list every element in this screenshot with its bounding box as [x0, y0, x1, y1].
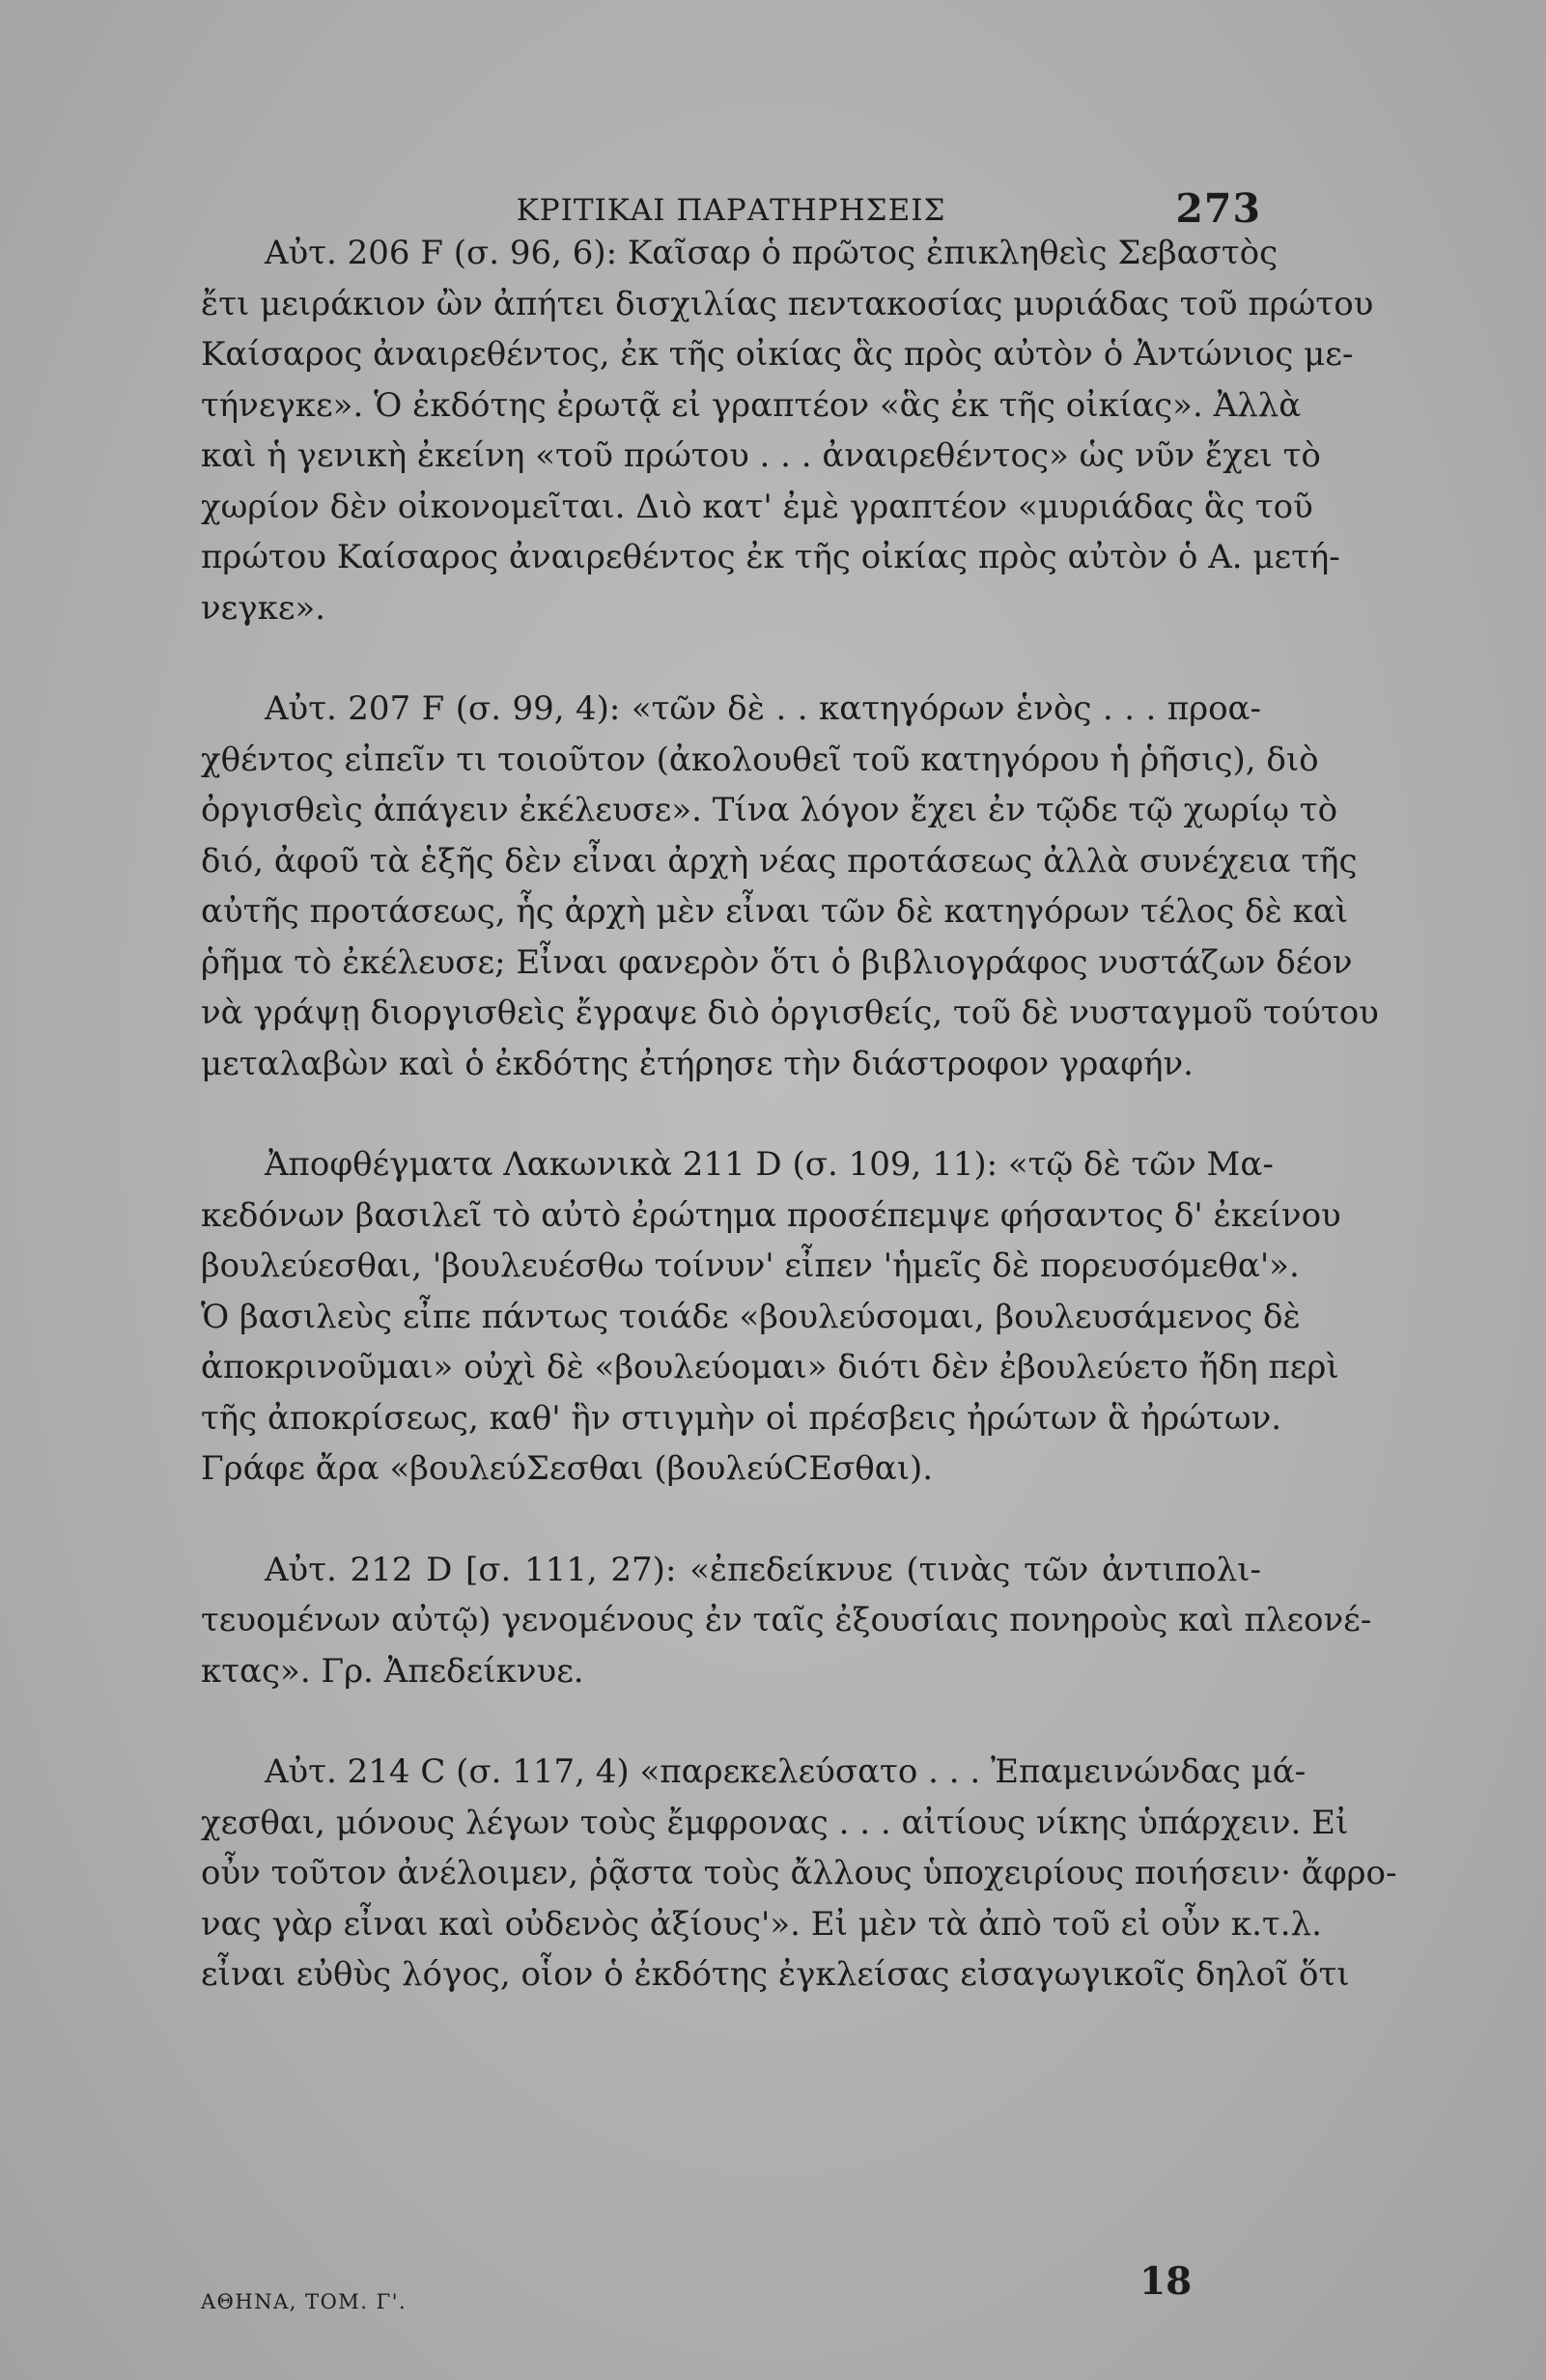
text-line: ῥῆμα τὸ ἐκέλευσε; Εἶναι φανερὸν ὅτι ὁ βιβλιογράφος νυστάζων δέον: [201, 942, 1353, 982]
text-line: Αὐτ. 206 F (σ. 96, 6): Καῖσαρ ὁ πρῶτος ἐπικληθεὶς Σεβαστὸς: [265, 234, 1279, 272]
page-header: [201, 185, 1261, 234]
paragraph: [201, 228, 1374, 633]
text-line: κτας». Γρ. Ἀπεδείκνυε.: [201, 1651, 584, 1691]
text-line: ἀποκρινοῦμαι» οὐχὶ δὲ «βουλεύομαι» διότι δὲν ἐβουλεύετο ἤδη περὶ: [201, 1348, 1339, 1386]
paragraph: [201, 1139, 1341, 1495]
paragraph-gap: [201, 1495, 1261, 1545]
text-line: χεσθαι, μόνους λέγων τοὺς ἔμφρονας . . . αἰτίους νίκης ὑπάρχειν. Εἰ: [201, 1803, 1349, 1842]
paragraph-gap: [201, 633, 1261, 684]
text-line: διό, ἀφοῦ τὰ ἑξῆς δὲν εἶναι ἀρχὴ νέας προτάσεως ἀλλὰ συνέχεια τῆς: [201, 841, 1358, 881]
text-line: τήνεγκε». Ὁ ἐκδότης ἐρωτᾷ εἰ γραπτέον «ἃς ἐκ τῆς οἰκίας». Ἀλλὰ: [201, 385, 1302, 425]
text-line: μεταλαβὼν καὶ ὁ ἐκδότης ἐτήρησε τὴν διάστροφον γραφήν.: [201, 1044, 1194, 1083]
text-line: εἶναι εὐθὺς λόγος, οἷον ὁ ἐκδότης ἐγκλείσας εἰσαγωγικοῖς δηλοῖ ὅτι: [201, 1955, 1350, 1994]
text-line: νὰ γράψῃ διοργισθεὶς ἔγραψε διὸ ὀργισθείς, τοῦ δὲ νυσταγμοῦ τούτου: [201, 994, 1379, 1032]
page-body: [201, 228, 1397, 2130]
signature-mark: 18: [1139, 2259, 1193, 2304]
text-line: βουλεύεσθαι, 'βουλευέσθω τοίνυν' εἶπεν 'ἡμεῖς δὲ πορευσόμεθα'».: [201, 1246, 1300, 1285]
text-line: καὶ ἡ γενικὴ ἐκείνη «τοῦ πρώτου . . . ἀναιρεθέντος» ὡς νῦν ἔχει τὸ: [201, 436, 1321, 475]
running-head: ΚΡΙΤΙΚΑΙ ΠΑΡΑΤΗΡΗΣΕΙΣ: [516, 193, 946, 228]
text-line: Ὁ βασιλεὺς εἶπε πάντως τοιάδε «βουλεύσομαι, βουλευσάμενος δὲ: [201, 1297, 1301, 1336]
text-line: Αὐτ. 207 F (σ. 99, 4): «τῶν δὲ . . κατηγόρων ἑνὸς . . . προα-: [265, 689, 1261, 728]
text-line: τῆς ἀποκρίσεως, καθ' ἣν στιγμὴν οἱ πρέσβεις ἠρώτων ἃ ἠρώτων.: [201, 1398, 1282, 1438]
text-line: αὐτῆς προτάσεως, ἧς ἀρχὴ μὲν εἶναι τῶν δὲ κατηγόρων τέλος δὲ καὶ: [201, 892, 1349, 931]
paragraph: [201, 1545, 1372, 1697]
text-line: οὖν τοῦτον ἀνέλοιμεν, ῥᾷστα τοὺς ἄλλους ὑποχειρίους ποιήσειν· ἄφρο-: [201, 1854, 1397, 1892]
text-line: ὀργισθεὶς ἀπάγειν ἐκέλευσε». Τίνα λόγον ἔχει ἐν τῷδε τῷ χωρίῳ τὸ: [201, 791, 1338, 829]
page-number: 273: [1175, 185, 1261, 232]
page-footer: [201, 2259, 1261, 2317]
text-line: χωρίον δὲν οἰκονομεῖται. Διὸ κατ' ἐμὲ γραπτέον «μυριάδας ἃς τοῦ: [201, 487, 1313, 526]
text-line: χθέντος εἰπεῖν τι τοιοῦτον (ἀκολουθεῖ τοῦ κατηγόρου ἡ ῥῆσις), διὸ: [201, 740, 1319, 779]
printer-signature: ΑΘΗΝΑ, ΤΟΜ. Γ'.: [201, 2290, 408, 2313]
text-line: τευομένων αὐτῷ) γενομένους ἐν ταῖς ἐξουσίαις πονηροὺς καὶ πλεονέ-: [201, 1601, 1372, 1639]
paragraph: [201, 684, 1379, 1089]
text-line: κεδόνων βασιλεῖ τὸ αὐτὸ ἐρώτημα προσέπεμψε φήσαντος δ' ἐκείνου: [201, 1195, 1341, 1235]
text-line: πρώτου Καίσαρος ἀναιρεθέντος ἐκ τῆς οἰκίας πρὸς αὐτὸν ὁ Α. μετή-: [201, 538, 1340, 576]
paragraph-gap: [201, 1089, 1261, 1139]
text-line: Αὐτ. 214 C (σ. 117, 4) «παρεκελεύσατο . . . Ἐπαμεινώνδας μά-: [265, 1752, 1307, 1791]
text-line: Ἀποφθέγματα Λακωνικὰ 211 D (σ. 109, 11): «τῷ δὲ τῶν Μα-: [265, 1145, 1274, 1184]
text-line: Καίσαρος ἀναιρεθέντος, ἐκ τῆς οἰκίας ἃς πρὸς αὐτὸν ὁ Ἀντώνιος με-: [201, 335, 1354, 374]
text-line: νεγκε».: [201, 588, 326, 628]
paragraph: [201, 1747, 1397, 2001]
text-line: Αὐτ. 212 D [σ. 111, 27): «ἐπεδείκνυε (τινὰς τῶν ἀντιπολι-: [265, 1550, 1261, 1589]
text-line: ἔτι μειράκιον ὢν ἀπήτει δισχιλίας πεντακοσίας μυριάδας τοῦ πρώτου: [201, 284, 1374, 323]
text-line: νας γὰρ εἶναι καὶ οὐδενὸς ἀξίους'». Εἰ μὲν τὰ ἀπὸ τοῦ εἰ οὖν κ.τ.λ.: [201, 1904, 1322, 1944]
paragraph-gap: [201, 1696, 1261, 1747]
text-line: Γράφε ἄρα «βουλεύΣεσθαι (βουλεύCΕσθαι).: [201, 1449, 934, 1488]
